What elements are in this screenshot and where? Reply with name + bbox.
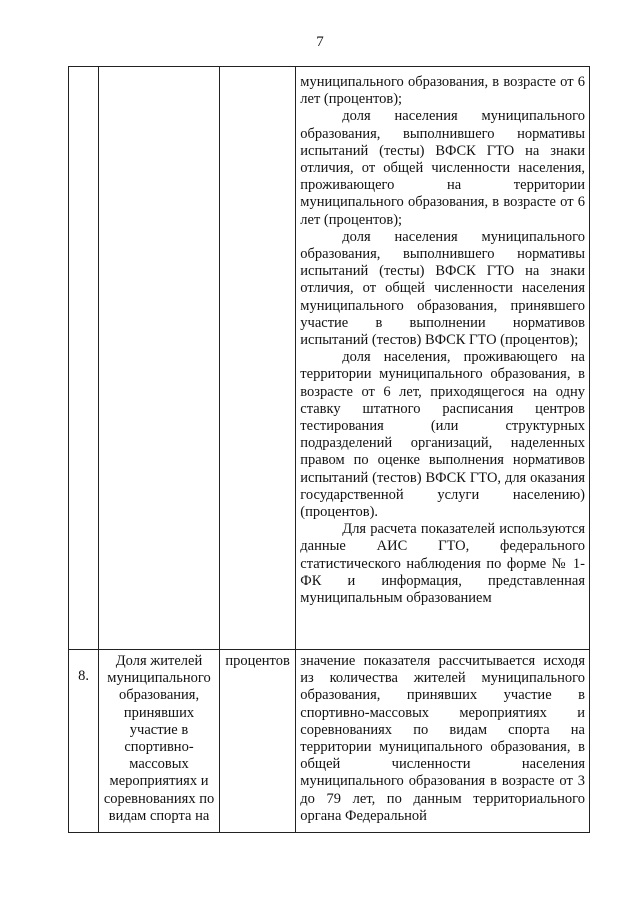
table-row <box>69 650 590 833</box>
method-paragraph: доля населения, проживающего на территории муниципального образования, в возрасте от 6 лет, приходящегося на одну ставку штатного расписания центров тестирования (или структурных подразделений организаций, наделенных правом по оценке выполнения нормативов испытаний (тестов) ВФСК ГТО, для оказания государственной услуги населению) (процентов). <box>300 349 585 521</box>
method-paragraph: значение показателя рассчитывается исходя из количества жителей муниципального образования, принявших участие в спортивно-массовых мероприятиях и соревнованиях по видам спорта на территории муниципального образования, в общей численности населения муниципального образования в возрасте от 3 до 79 лет, по данным территориального органа Федеральной <box>300 653 585 824</box>
method-paragraph: муниципального образования, в возрасте от 6 лет (процентов); <box>300 74 585 108</box>
indicator-table <box>68 66 590 833</box>
method-cell <box>296 67 590 650</box>
method-cell <box>296 650 590 833</box>
unit-cell <box>219 650 295 833</box>
unit-cell <box>219 67 295 650</box>
method-paragraph: доля населения муниципального образования, выполнившего нормативы испытаний (тесты) ВФСК ГТО на знаки отличия, от общей численности населения муниципального образования, принявшего участие в выполнении нормативов испытаний (тестов) ВФСК ГТО (процентов); <box>300 228 585 349</box>
indicator-name-cell <box>99 67 220 650</box>
row-number: 8. <box>78 668 90 684</box>
number-cell <box>69 67 99 650</box>
table-row <box>69 67 590 650</box>
number-cell <box>69 650 99 833</box>
indicator-name-cell <box>99 650 220 833</box>
method-paragraph: Для расчета показателей используются данные АИС ГТО, федерального статистического наблюдения по форме № 1-ФК и информация, представленная муниципальным образованием <box>300 521 585 607</box>
page-number: 7 <box>316 34 324 50</box>
unit-value: процентов <box>225 653 290 669</box>
method-paragraph: доля населения муниципального образования, выполнившего нормативы испытаний (тесты) ВФСК ГТО на знаки отличия, от общей численности населения, проживающего на территории муниципального образования, в возрасте от 6 лет (процентов); <box>300 108 585 228</box>
indicator-name: Доля жителей муниципального образования, принявших участие в спортивно-массовых мероприятиях и соревнованиях по видам спорта на <box>103 653 215 824</box>
